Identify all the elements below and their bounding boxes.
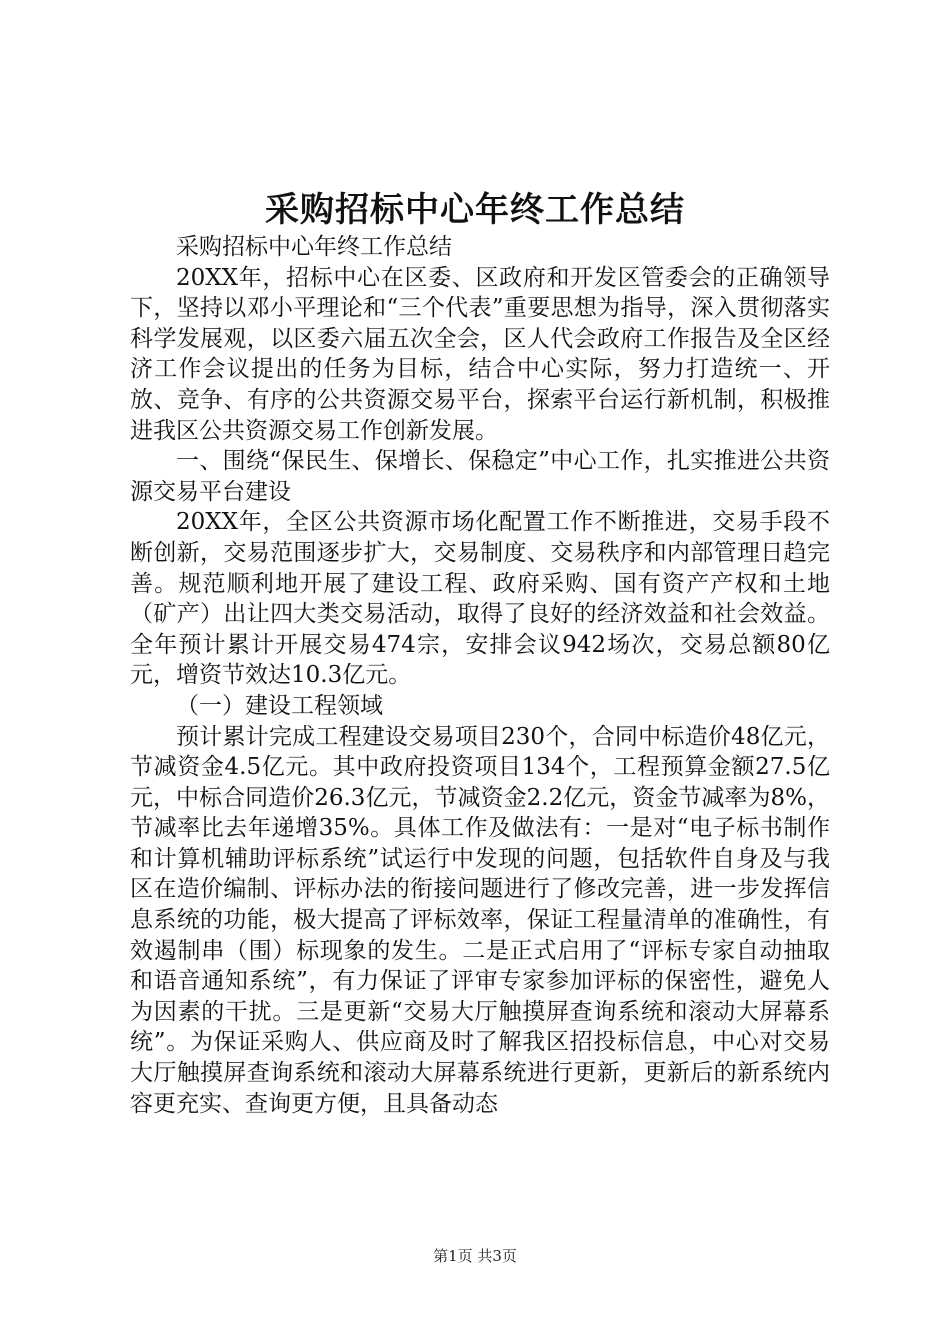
document-title: 采购招标中心年终工作总结 (265, 190, 685, 230)
paragraph-section-1: 20XX年，全区公共资源市场化配置工作不断推进，交易手段不断创新，交易范围逐步扩大，交易制度、交易秩序和内部管理日趋完善。规范顺利地开展了建设工程、政府采购、国有资产产权和土地（矿产）出让四大类交易活动，取得了良好的经济效益和社会效益。全年预计累计开展交易474宗，安排会议942场次，交易总额80亿元，增资节效达10.3亿元。 (130, 509, 830, 689)
paragraph-construction: 预计累计完成工程建设交易项目230个，合同中标造价48亿元，节减资金4.5亿元。其中政府投资项目134个，工程预算金额27.5亿元，中标合同造价26.3亿元，节减资金2.2亿元，资金节减率为8%，节减率比去年递增35%。具体工作及做法有：一是对“电子标书制作和计算机辅助评标系统”试运行中发现的问题，包括软件自身及与我区在造价编制、评标办法的衔接问题进行了修改完善，进一步发挥信息系统的功能，极大提高了评标效率，保证工程量清单的准确性，有效遏制串（围）标现象的发生。二是正式启用了“评标专家自动抽取和语音通知系统”，有力保证了评审专家参加评标的保密性，避免人为因素的干扰。三是更新“交易大厅触摸屏查询系统和滚动大屏幕系统”。为保证采购人、供应商及时了解我区招投标信息，中心对交易大厅触摸屏查询系统和滚动大屏幕系统进行更新，更新后的新系统内容更充实、查询更方便，且具备动态 (130, 723, 830, 1117)
paragraph-intro: 20XX年，招标中心在区委、区政府和开发区管委会的正确领导下，坚持以邓小平理论和“三个代表”重要思想为指导，深入贯彻落实科学发展观，以区委六届五次全会，区人代会政府工作报告及全区经济工作会议提出的任务为目标，结合中心实际，努力打造统一、开放、竞争、有序的公共资源交易平台，探索平台运行新机制，积极推进我区公共资源交易工作创新发展。 (130, 264, 830, 444)
paragraph-subtitle: 采购招标中心年终工作总结 (176, 234, 452, 260)
section-heading-1: 一、围绕“保民生、保增长、保稳定”中心工作，扎实推进公共资源交易平台建设 (130, 448, 830, 505)
page-number-footer: 第1页 共3页 (433, 1247, 517, 1265)
subsection-heading-1: （一）建设工程领域 (176, 692, 383, 719)
document-body (130, 232, 830, 1119)
